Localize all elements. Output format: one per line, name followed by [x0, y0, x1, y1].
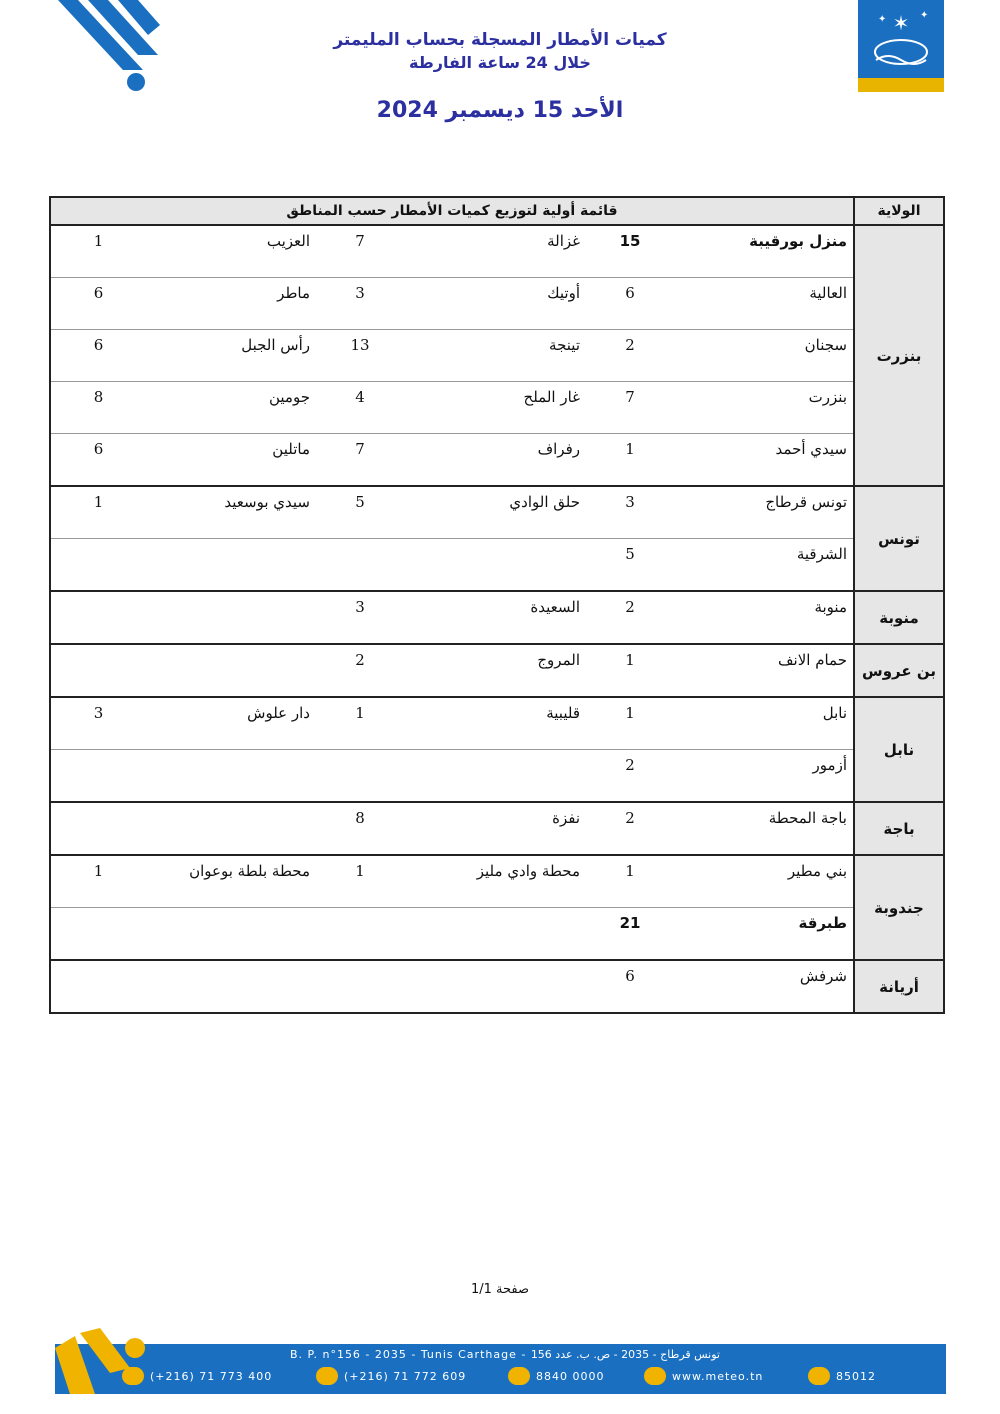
- table-row: [50, 908, 944, 961]
- rainfall-value: [50, 802, 146, 855]
- rainfall-value: 1: [586, 434, 674, 487]
- station-name: محطة بلطة بوعوان: [146, 855, 316, 908]
- rainfall-value: 1: [50, 225, 146, 278]
- station-name: منزل بورقيبة: [674, 225, 854, 278]
- report-date: الأحد 15 ديسمبر 2024: [376, 98, 624, 123]
- station-name: [146, 591, 316, 644]
- rainfall-value: 6: [50, 278, 146, 330]
- governorate-cell: نابل: [854, 697, 944, 802]
- globe-icon: [644, 1367, 666, 1385]
- rainfall-value: 7: [316, 434, 404, 487]
- table-row: [50, 591, 944, 644]
- rainfall-value: [50, 960, 146, 1013]
- station-name: بنزرت: [674, 382, 854, 434]
- table-row: [50, 750, 944, 803]
- table-row: [50, 697, 944, 750]
- station-name: [146, 960, 316, 1013]
- rainfall-value: 3: [316, 591, 404, 644]
- station-name: رفراف: [404, 434, 586, 487]
- rainfall-value: 15: [586, 225, 674, 278]
- table-row: [50, 382, 944, 434]
- rainfall-value: 7: [316, 225, 404, 278]
- station-name: ماطر: [146, 278, 316, 330]
- station-name: [146, 644, 316, 697]
- rainfall-value: 8: [50, 382, 146, 434]
- rainfall-value: [50, 644, 146, 697]
- station-name: قليبية: [404, 697, 586, 750]
- rainfall-value: 2: [316, 644, 404, 697]
- footer-web[interactable]: [644, 1367, 763, 1385]
- station-name: محطة وادي مليز: [404, 855, 586, 908]
- rainfall-value: 1: [50, 855, 146, 908]
- station-name: غار الملح: [404, 382, 586, 434]
- station-name: الشرقية: [674, 539, 854, 592]
- table-row: [50, 225, 944, 278]
- station-name: العزيب: [146, 225, 316, 278]
- station-name: حمام الانف: [674, 644, 854, 697]
- footer-phone-text: (+216) 71 773 400: [150, 1369, 273, 1383]
- rainfall-value: 5: [586, 539, 674, 592]
- station-name: السعيدة: [404, 591, 586, 644]
- rainfall-value: 1: [316, 855, 404, 908]
- table-row: [50, 486, 944, 539]
- rainfall-table: [49, 196, 945, 1014]
- footer-sms-text: 85012: [836, 1369, 876, 1383]
- station-name: المروج: [404, 644, 586, 697]
- station-name: غزالة: [404, 225, 586, 278]
- rainfall-value: [50, 591, 146, 644]
- station-name: أوتيك: [404, 278, 586, 330]
- governorate-cell: بنزرت: [854, 225, 944, 486]
- station-name: منوبة: [674, 591, 854, 644]
- rainfall-value: 8: [316, 802, 404, 855]
- footer-address: B. P. n°156 - 2035 - Tunis Carthage - تونس قرطاج - 2035 - ص. ب. عدد 156: [290, 1348, 720, 1361]
- station-name: نفزة: [404, 802, 586, 855]
- governorate-cell: تونس: [854, 486, 944, 591]
- rainfall-value: 3: [316, 278, 404, 330]
- rainfall-value: 2: [586, 330, 674, 382]
- rainfall-value: [316, 750, 404, 803]
- fax-icon: [316, 1367, 338, 1385]
- phone-icon: [122, 1367, 144, 1385]
- rainfall-value: 6: [586, 278, 674, 330]
- page-number: صفحة 1/1: [470, 1282, 530, 1297]
- station-name: طبرقة: [674, 908, 854, 961]
- rainfall-value: 21: [586, 908, 674, 961]
- station-name: [146, 539, 316, 592]
- table-row: [50, 278, 944, 330]
- footer-fax: [316, 1367, 466, 1385]
- sms-icon: [808, 1367, 830, 1385]
- station-name: تينجة: [404, 330, 586, 382]
- station-name: دار علوش: [146, 697, 316, 750]
- station-name: ماتلين: [146, 434, 316, 487]
- rainfall-value: [316, 539, 404, 592]
- station-name: أزمور: [674, 750, 854, 803]
- rainfall-value: 2: [586, 750, 674, 803]
- footer-hotline: [508, 1367, 605, 1385]
- rainfall-value: 6: [50, 330, 146, 382]
- table-row: [50, 960, 944, 1013]
- station-name: نابل: [674, 697, 854, 750]
- header-governorate: الولاية: [854, 197, 944, 225]
- footer-hotline-text: 8840 0000: [536, 1369, 605, 1383]
- rainfall-value: 1: [586, 855, 674, 908]
- station-name: بني مطير: [674, 855, 854, 908]
- rainfall-value: [50, 539, 146, 592]
- rainfall-value: [316, 960, 404, 1013]
- governorate-cell: باجة: [854, 802, 944, 855]
- station-name: حلق الوادي: [404, 486, 586, 539]
- rainfall-value: 1: [586, 697, 674, 750]
- station-name: [146, 908, 316, 961]
- svg-text:✶: ✶: [892, 11, 910, 35]
- station-name: جومين: [146, 382, 316, 434]
- station-name: رأس الجبل: [146, 330, 316, 382]
- rainfall-value: 7: [586, 382, 674, 434]
- table-row: [50, 434, 944, 487]
- footer-sms: [808, 1367, 876, 1385]
- station-name: العالية: [674, 278, 854, 330]
- logo-band: [858, 78, 944, 92]
- rainfall-value: 6: [50, 434, 146, 487]
- governorate-cell: أريانة: [854, 960, 944, 1013]
- station-name: سجنان: [674, 330, 854, 382]
- station-name: [404, 539, 586, 592]
- station-name: [404, 960, 586, 1013]
- table-row: [50, 330, 944, 382]
- footer-phone: [122, 1367, 272, 1385]
- rainfall-value: 2: [586, 591, 674, 644]
- table-row: [50, 539, 944, 592]
- rainfall-value: [50, 750, 146, 803]
- rainfall-value: [316, 908, 404, 961]
- rainfall-value: 1: [50, 486, 146, 539]
- station-name: سيدي أحمد: [674, 434, 854, 487]
- rainfall-value: 4: [316, 382, 404, 434]
- rainfall-value: 13: [316, 330, 404, 382]
- header-title: قائمة أولية لتوزيع كميات الأمطار حسب المناطق: [50, 197, 854, 225]
- governorate-cell: بن عروس: [854, 644, 944, 697]
- svg-text:✦: ✦: [878, 14, 887, 25]
- rainfall-value: 3: [50, 697, 146, 750]
- table-row: [50, 802, 944, 855]
- table-row: [50, 855, 944, 908]
- rainfall-value: 5: [316, 486, 404, 539]
- station-name: [404, 750, 586, 803]
- station-name: شرفش: [674, 960, 854, 1013]
- station-name: [146, 802, 316, 855]
- footer-fax-text: (+216) 71 772 609: [344, 1369, 467, 1383]
- table-header-row: [50, 197, 944, 225]
- rainfall-value: 1: [586, 644, 674, 697]
- station-name: سيدي بوسعيد: [146, 486, 316, 539]
- station-name: تونس قرطاج: [674, 486, 854, 539]
- report-subtitle: خلال 24 ساعة الفارطة: [409, 53, 591, 72]
- hotline-icon: [508, 1367, 530, 1385]
- rainfall-value: 1: [316, 697, 404, 750]
- rainfall-value: [50, 908, 146, 961]
- table-row: [50, 644, 944, 697]
- station-name: [146, 750, 316, 803]
- footer-web-link[interactable]: www.meteo.tn: [672, 1369, 764, 1383]
- rainfall-value: 2: [586, 802, 674, 855]
- governorate-cell: جندوبة: [854, 855, 944, 960]
- svg-text:✦: ✦: [920, 10, 929, 21]
- station-name: [404, 908, 586, 961]
- rainfall-value: 6: [586, 960, 674, 1013]
- station-name: باجة المحطة: [674, 802, 854, 855]
- report-title: كميات الأمطار المسجلة بحساب المليمتر: [333, 30, 667, 50]
- governorate-cell: منوبة: [854, 591, 944, 644]
- rainfall-value: 3: [586, 486, 674, 539]
